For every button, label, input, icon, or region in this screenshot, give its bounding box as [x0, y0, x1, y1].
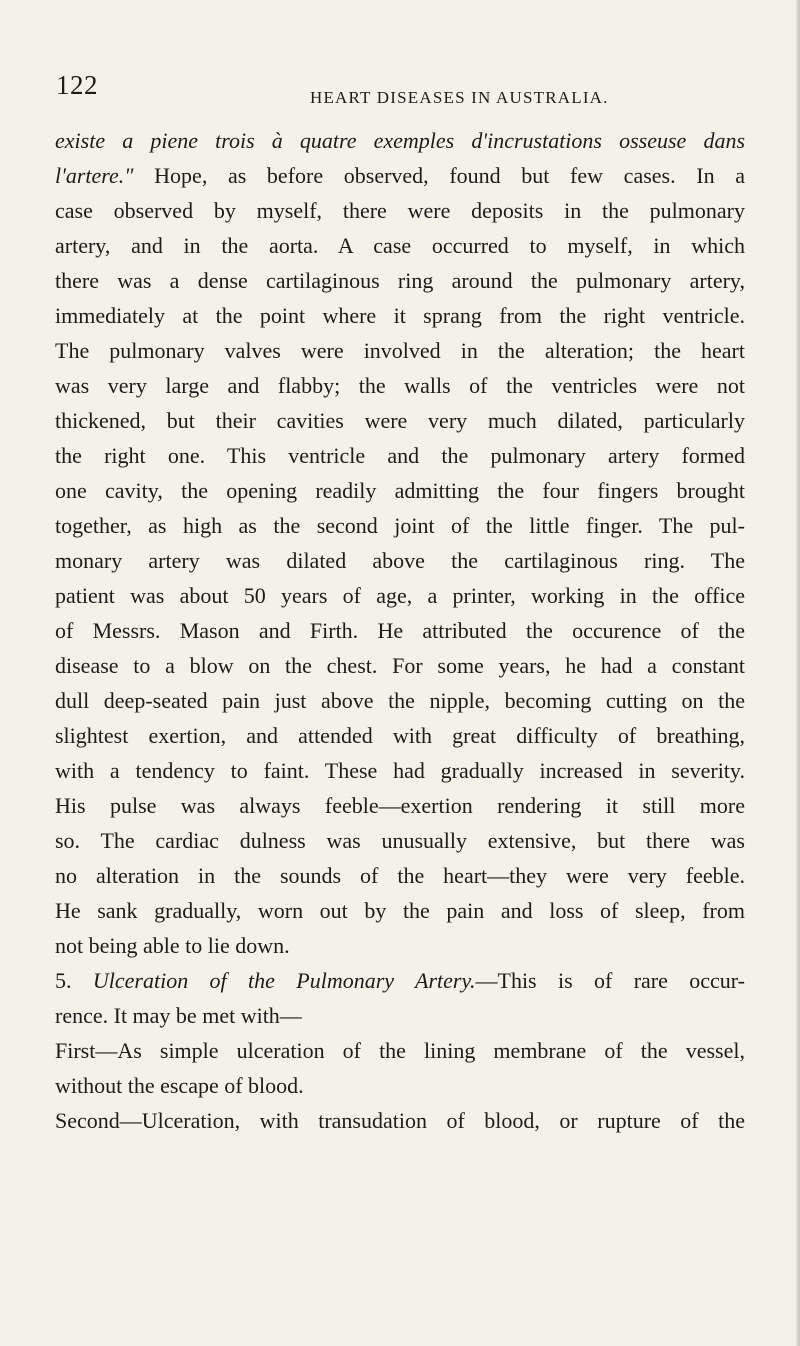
text-line-27: First—As simple ulceration of the lining membrane of the vessel, — [55, 1038, 745, 1063]
text-line-23: He sank gradually, worn out by the pain and loss of sleep, from — [55, 898, 745, 923]
text-line-12: together, as high as the second joint of the little finger. The pul- — [55, 513, 745, 538]
text-line-15: of Messrs. Mason and Firth. He attributed the occurence of the — [55, 618, 745, 643]
text-line-7: The pulmonary valves were involved in the alteration; the heart — [55, 338, 745, 363]
text-line-16: disease to a blow on the chest. For some years, he had a constant — [55, 653, 745, 678]
text-line-10: the right one. This ventricle and the pulmonary artery formed — [55, 443, 745, 468]
text-line-29: Second—Ulceration, with transudation of blood, or rupture of the — [55, 1108, 745, 1133]
text-line-8: was very large and flabby; the walls of the ventricles were not — [55, 373, 745, 398]
running-head: HEART DISEASES IN AUSTRALIA. — [310, 88, 609, 107]
text-line-13: monary artery was dilated above the cartilaginous ring. The — [55, 548, 745, 573]
text-line-9: thickened, but their cavities were very much dilated, particularly — [55, 408, 745, 433]
text-line-25: 5. Ulceration of the Pulmonary Artery.—This is of rare occur- — [55, 968, 745, 993]
text-line-21: so. The cardiac dulness was unusually extensive, but there was — [55, 828, 745, 853]
page-number: 122 — [56, 70, 98, 100]
text-line-28: without the escape of blood. — [55, 1073, 304, 1098]
text-line-19: with a tendency to faint. These had gradually increased in severity. — [55, 758, 745, 783]
page-edge-shadow — [796, 0, 800, 1346]
text-line-6: immediately at the point where it sprang from the right ventricle. — [55, 303, 745, 328]
text-line-26: rence. It may be met with— — [55, 1003, 302, 1028]
body-text — [55, 123, 745, 1138]
text-line-20: His pulse was always feeble—exertion rendering it still more — [55, 793, 745, 818]
text-line-2: l'artere." Hope, as before observed, found but few cases. In a — [55, 163, 745, 188]
text-line-17: dull deep-seated pain just above the nipple, becoming cutting on the — [55, 688, 745, 713]
text-line-11: one cavity, the opening readily admitting the four fingers brought — [55, 478, 745, 503]
text-line-3: case observed by myself, there were deposits in the pulmonary — [55, 198, 745, 223]
text-line-4: artery, and in the aorta. A case occurred to myself, in which — [55, 233, 745, 258]
text-line-5: there was a dense cartilaginous ring around the pulmonary artery, — [55, 268, 745, 293]
text-line-24: not being able to lie down. — [55, 933, 290, 958]
text-line-22: no alteration in the sounds of the heart—they were very feeble. — [55, 863, 745, 888]
text-line-18: slightest exertion, and attended with great difficulty of breathing, — [55, 723, 745, 748]
text-line-14: patient was about 50 years of age, a printer, working in the office — [55, 583, 745, 608]
text-line-1: existe a piene trois à quatre exemples d'incrustations osseuse dans — [55, 128, 745, 153]
